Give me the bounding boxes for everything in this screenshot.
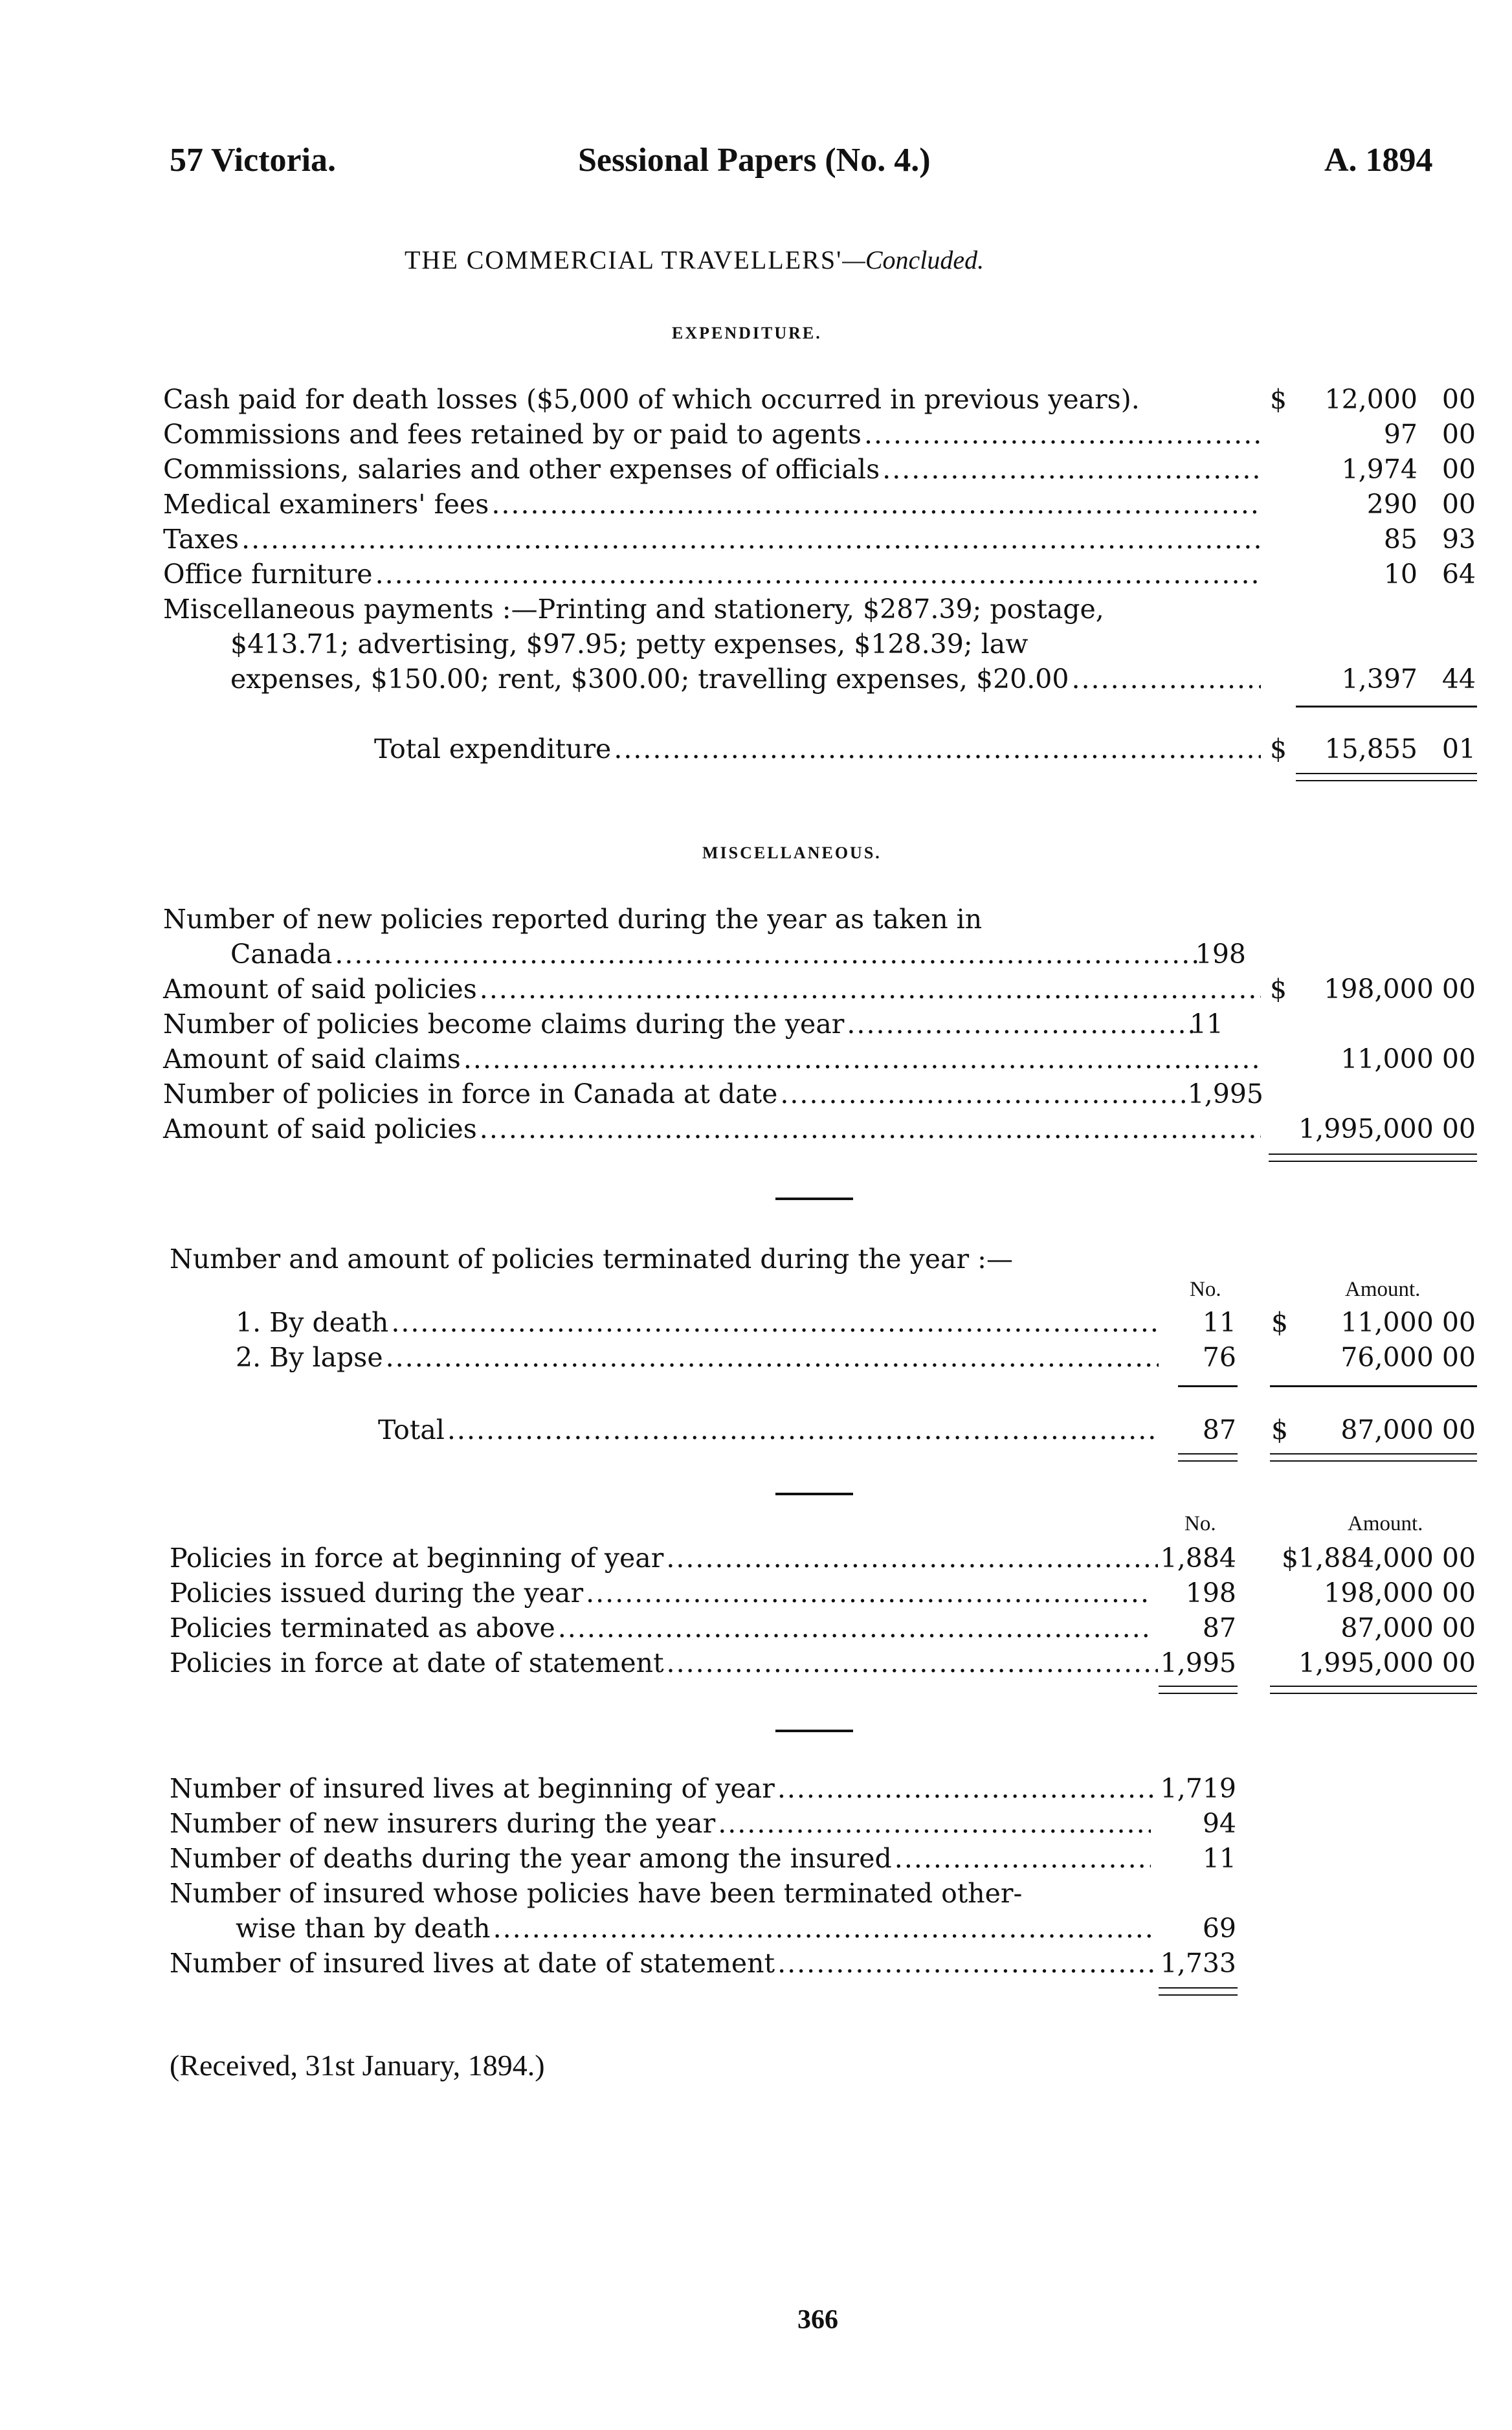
misc-payments-line: $413.71; advertising, $97.95; petty expenses, $128.39; law [230,629,1028,660]
policies-row [170,1645,1236,1680]
expenditure-row-dollars: 12,000 [1324,384,1418,415]
terminated-total-no: 87 [1202,1414,1236,1445]
misc-payments-line-text: expenses, $150.00; rent, $300.00; travelling expenses, $20.00 [230,663,1069,695]
lives-row-label: Number of new insurers during the year [170,1808,716,1839]
lives-row [170,1771,1236,1806]
new-policies-line-text: Canada [230,939,333,970]
expenditure-row-label: Medical examiners' fees [163,489,489,520]
leader-dots [375,557,1261,592]
misc-payments-line [230,662,1263,697]
received-date: (Received, 31st January, 1894.) [170,2049,545,2082]
expenditure-row [163,557,1263,592]
become-claims-label: Number of policies become claims during the year [163,1009,845,1040]
expenditure-row-cents: 00 [1441,419,1476,450]
leader-dots [895,1841,1151,1876]
lives-other-line-text: wise than by death [236,1913,491,1944]
expenditure-row-label: Commissions, salaries and other expenses of officials [163,454,880,485]
sum-rule [1296,706,1477,708]
total-expenditure-dollars: 15,855 [1324,733,1418,764]
policies-row-label: Policies issued during the year [170,1577,584,1609]
terminated-intro: Number and amount of policies terminated during the year :— [170,1243,1013,1275]
lives-row-no: 94 [1202,1808,1236,1839]
header-center: Sessional Papers (No. 4.) [578,142,931,179]
double-rule [1159,1686,1238,1694]
leader-dots [491,487,1261,522]
leader-dots [667,1645,1158,1680]
lives-row [170,1841,1153,1876]
expenditure-row-dollars: 97 [1383,419,1418,450]
misc-payments-line: Miscellaneous payments :—Printing and stationery, $287.39; postage, [163,594,1104,625]
expenditure-row-label: Taxes [163,524,239,555]
new-policies-count: 198 [1195,939,1246,970]
leader-dots [558,1611,1151,1645]
lives-other-line [236,1911,1153,1946]
become-claims-row [163,1007,1199,1042]
in-force-row [163,1076,1263,1111]
terminated-row-label: 1. By death [236,1307,389,1338]
policies-row-amount: 198,000 00 [1324,1577,1476,1609]
leader-dots [718,1806,1151,1841]
lives-row-label: Number of deaths during the year among the insured [170,1843,892,1874]
leader-dots [241,522,1261,557]
leader-dots [447,1412,1159,1447]
column-header-amount: Amount. [1345,1278,1421,1301]
amount-said-policies-label: Amount of said policies [163,1113,477,1144]
policies-row-no: 1,995 [1160,1647,1236,1678]
expenditure-row-cents: 00 [1441,454,1476,485]
policies-row-no: 1,884 [1160,1543,1236,1574]
amount-said-policies-currency: $ [1270,974,1287,1005]
terminated-row-amount: 11,000 00 [1340,1307,1476,1338]
expenditure-row-dollars: 290 [1366,489,1418,520]
section-separator [775,1730,853,1732]
leader-dots [480,1111,1261,1146]
expenditure-row-cents: 00 [1441,384,1476,415]
double-rule [1270,1453,1477,1462]
page-number: 366 [797,2305,838,2335]
amount-said-policies-row [163,972,1263,1007]
policies-row-label: Policies in force at date of statement [170,1647,664,1678]
policies-row-amount: $1,884,000 00 [1282,1543,1476,1574]
lives-other-line: Number of insured whose policies have been terminated other- [170,1878,1023,1909]
policies-row-amount: 1,995,000 00 [1298,1647,1476,1678]
expenditure-row [163,522,1263,557]
column-header-no: No. [1184,1512,1216,1535]
terminated-row [236,1340,1161,1375]
policies-row-label: Policies terminated as above [170,1612,555,1644]
leader-dots [480,972,1261,1007]
expenditure-row [163,452,1263,487]
expenditure-row-dollars: 1,974 [1341,454,1418,485]
header-left: 57 Victoria. [170,142,337,179]
terminated-row-currency: $ [1271,1307,1289,1338]
total-expenditure-label: Total expenditure [374,733,612,764]
title-main: THE COMMERCIAL TRAVELLERS' [405,245,843,274]
expenditure-row [163,487,1263,522]
leader-dots [777,1771,1158,1806]
lives-row-label: Number of insured lives at beginning of year [170,1773,775,1804]
leader-dots [666,1541,1157,1576]
page-title [405,245,984,275]
lives-end-label: Number of insured lives at date of statement [170,1948,775,1979]
amount-claims-value: 11,000 00 [1340,1043,1476,1075]
expenditure-row-label: Office furniture [163,559,373,590]
expenditure-row-label: Commissions and fees retained by or paid to agents [163,419,862,450]
leader-dots [586,1576,1151,1611]
column-header-no: No. [1190,1278,1221,1301]
terminated-total-amount: 87,000 00 [1340,1414,1476,1445]
section-separator [775,1198,853,1200]
total-expenditure-currency: $ [1270,733,1287,764]
leader-dots [493,1911,1151,1946]
header-right: A. 1894 [1324,142,1433,179]
terminated-row-no: 11 [1202,1307,1236,1338]
misc-payments-cents: 44 [1441,663,1476,695]
lives-other-no: 69 [1202,1913,1236,1944]
leader-dots [463,1042,1261,1076]
in-force-count: 1,995 [1187,1078,1263,1109]
section-separator [775,1493,853,1495]
policies-row-no: 198 [1185,1577,1236,1609]
terminated-row-label: 2. By lapse [236,1342,383,1373]
expenditure-row-cents: 93 [1441,524,1476,555]
amount-said-policies-value: 1,995,000 00 [1298,1113,1476,1144]
amount-claims-label: Amount of said claims [163,1043,461,1075]
total-expenditure-row [374,731,1263,766]
terminated-row-no: 76 [1202,1342,1236,1373]
expenditure-heading: EXPENDITURE. [672,324,822,342]
total-expenditure-cents: 01 [1441,733,1476,764]
new-policies-line: Number of new policies reported during the year as taken in [163,904,983,935]
double-rule [1270,1686,1477,1694]
leader-dots [386,1340,1159,1375]
expenditure-row-dollars: 10 [1383,559,1418,590]
miscellaneous-heading: MISCELLANEOUS. [702,843,882,862]
sum-rule [1178,1385,1238,1387]
policies-row [170,1576,1153,1611]
double-rule [1178,1453,1238,1462]
amount-said-policies-row [163,1111,1263,1146]
new-policies-line [230,937,1201,972]
expenditure-row-dollars: 85 [1383,524,1418,555]
terminated-row-amount: 76,000 00 [1340,1342,1476,1373]
leader-dots [780,1076,1184,1111]
expenditure-row-currency: $ [1270,384,1287,415]
leader-dots [847,1007,1196,1042]
leader-dots [335,937,1199,972]
lives-row-no: 1,719 [1160,1773,1236,1804]
title-suffix: —Concluded. [842,245,984,274]
expenditure-row [163,417,1263,452]
double-rule [1296,773,1477,781]
lives-end-no: 1,733 [1160,1948,1236,1979]
policies-row-no: 87 [1202,1612,1236,1644]
amount-said-policies-value: 198,000 00 [1324,974,1476,1005]
amount-said-policies-label: Amount of said policies [163,974,477,1005]
leader-dots [777,1946,1158,1981]
terminated-total-row [378,1412,1161,1447]
lives-end-row [170,1946,1236,1981]
terminated-row [236,1305,1161,1340]
leader-dots [391,1305,1159,1340]
lives-row-no: 11 [1202,1843,1236,1874]
sum-rule [1270,1385,1477,1387]
column-header-amount: Amount. [1348,1512,1423,1535]
double-rule [1159,1987,1238,1996]
leader-dots [614,731,1261,766]
policies-row-label: Policies in force at beginning of year [170,1543,664,1574]
in-force-label: Number of policies in force in Canada at date [163,1078,778,1109]
terminated-total-label: Total [378,1414,445,1445]
policies-row-amount: 87,000 00 [1340,1612,1476,1644]
policies-row [170,1611,1153,1645]
policies-row [170,1541,1236,1576]
expenditure-row-cents: 64 [1441,559,1476,590]
double-rule [1269,1154,1477,1162]
become-claims-count: 11 [1189,1009,1223,1040]
leader-dots [864,417,1261,452]
leader-dots [882,452,1261,487]
expenditure-row-label: Cash paid for death losses ($5,000 of which occurred in previous years). [163,384,1140,415]
leader-dots [1071,662,1261,697]
misc-payments-dollars: 1,397 [1341,663,1418,695]
lives-row [170,1806,1153,1841]
expenditure-row-cents: 00 [1441,489,1476,520]
amount-claims-row [163,1042,1263,1076]
terminated-total-currency: $ [1271,1414,1289,1445]
